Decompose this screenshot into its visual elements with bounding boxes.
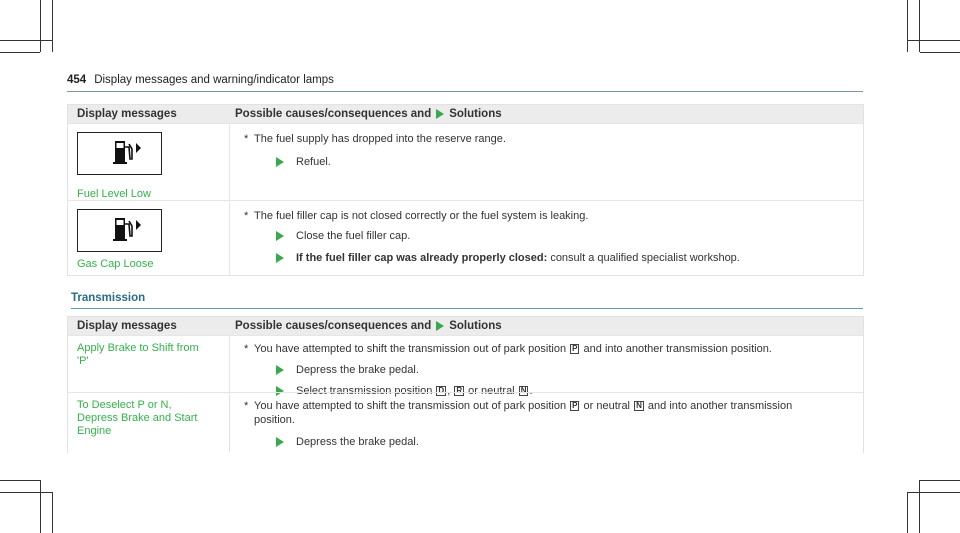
cause-text: You have attempted to shift the transmission out of park position — [254, 343, 567, 355]
section-rule — [71, 308, 863, 309]
cause-cell: * You have attempted to shift the transmission out of park position P and into another transmission position. Depress the brake pedal. Select transmission position D , R or neutral N . — [230, 336, 863, 392]
cause-text: The fuel supply has dropped into the reserve range. — [254, 133, 506, 145]
table-row — [68, 392, 863, 453]
crop-mark — [0, 480, 40, 481]
step-condition: If the fuel filler cap was already properly closed: — [296, 252, 548, 264]
fuel-pump-icon — [77, 209, 162, 252]
crop-mark — [40, 480, 41, 533]
key-r-symbol: R — [456, 386, 463, 396]
crop-mark — [52, 0, 53, 52]
arrow-right-icon — [276, 437, 284, 447]
crop-mark — [920, 52, 960, 53]
table-row — [68, 123, 863, 200]
crop-mark — [919, 480, 920, 533]
running-header — [67, 74, 334, 86]
cause-cell: * The fuel filler cap is not closed correctly or the fuel system is leaking. Close the fuel filler cap. If the fuel filler cap was already properly closed: consult a qualified specialist workshop. — [230, 201, 863, 275]
step-text: Depress the brake pedal. — [296, 364, 419, 376]
solution-step — [276, 435, 863, 449]
col-header-causes-label: Possible causes/consequences and — [235, 320, 432, 332]
step-text: Refuel. — [296, 156, 331, 168]
key-p-symbol: P — [572, 344, 578, 354]
section-title: Transmission — [71, 292, 146, 304]
key-n-symbol: N — [636, 401, 642, 411]
header-rule — [67, 91, 863, 92]
solution-step: Select transmission position D , R or neutral N . — [276, 384, 863, 398]
crop-mark — [920, 480, 960, 481]
fuel-messages-table — [67, 104, 864, 276]
col-header-causes-label: Possible causes/consequences and — [235, 108, 432, 120]
col-header-messages: Display messages — [77, 320, 177, 332]
step-text: consult a qualified specialist workshop. — [550, 252, 740, 264]
arrow-right-icon — [276, 231, 284, 241]
message-label-line: Depress Brake and Start — [77, 412, 198, 424]
crop-mark — [908, 40, 960, 41]
key-n-symbol: N — [520, 386, 527, 396]
crop-mark — [0, 40, 52, 41]
message-label: Fuel Level Low — [77, 188, 151, 200]
cause-text: or neutral — [583, 400, 631, 412]
crop-mark — [908, 492, 960, 493]
arrow-right-icon — [276, 253, 284, 263]
page-number: 454 — [67, 74, 87, 86]
crop-mark — [907, 0, 908, 52]
header-title: Display messages and warning/indicator lamps — [94, 74, 334, 86]
crop-mark — [907, 492, 908, 533]
message-label: Gas Cap Loose — [77, 258, 154, 270]
cause-cell: * You have attempted to shift the transmission out of park position P or neutral N and into another transmission position. Depress the brake pedal. — [230, 393, 863, 453]
arrow-right-icon — [436, 321, 444, 331]
table-header — [68, 105, 863, 123]
message-label-line: Engine — [77, 425, 112, 437]
table-row — [68, 200, 863, 275]
col-header-causes — [223, 108, 863, 120]
col-header-solutions-label: Solutions — [449, 108, 502, 120]
arrow-right-icon — [436, 109, 444, 119]
arrow-right-icon — [276, 365, 284, 375]
col-header-solutions-label: Solutions — [449, 320, 502, 332]
table-row — [68, 335, 863, 397]
message-cell — [68, 201, 230, 275]
message-cell — [68, 124, 230, 200]
arrow-right-icon — [276, 157, 284, 167]
solution-step — [276, 363, 863, 377]
col-header-causes — [223, 320, 863, 332]
message-label-line: To Deselect P or N, — [77, 399, 172, 411]
fuel-pump-icon — [77, 132, 162, 175]
solution-step — [276, 155, 863, 169]
step-text: Depress the brake pedal. — [296, 436, 419, 448]
message-label-line: Apply Brake to Shift from — [77, 342, 199, 354]
col-header-messages: Display messages — [77, 108, 177, 120]
crop-mark — [0, 52, 40, 53]
crop-mark — [0, 492, 52, 493]
crop-mark — [52, 492, 53, 533]
table-header — [68, 317, 863, 335]
crop-mark — [919, 0, 920, 52]
message-cell — [68, 336, 230, 392]
cause-cell: * The fuel supply has dropped into the reserve range. Refuel. — [230, 124, 863, 200]
key-p-symbol: P — [572, 401, 578, 411]
crop-mark — [40, 0, 41, 52]
solution-step — [276, 251, 863, 265]
cause-text: The fuel filler cap is not closed correctly or the fuel system is leaking. — [254, 210, 589, 222]
key-d-symbol: D — [438, 386, 445, 396]
cause-text: and into another transmission — [647, 400, 793, 412]
step-text: Select transmission position — [296, 385, 433, 397]
message-label-line: 'P' — [77, 355, 89, 367]
step-text: or neutral — [468, 385, 515, 397]
cause-text: and into another transmission position. — [583, 343, 772, 355]
message-cell — [68, 393, 230, 453]
cause-text: position. — [254, 414, 295, 426]
solution-step — [276, 229, 863, 243]
step-text: Close the fuel filler cap. — [296, 230, 411, 242]
column-divider — [229, 392, 230, 452]
cause-text: You have attempted to shift the transmission out of park position — [254, 400, 567, 412]
transmission-messages-table — [67, 316, 864, 453]
